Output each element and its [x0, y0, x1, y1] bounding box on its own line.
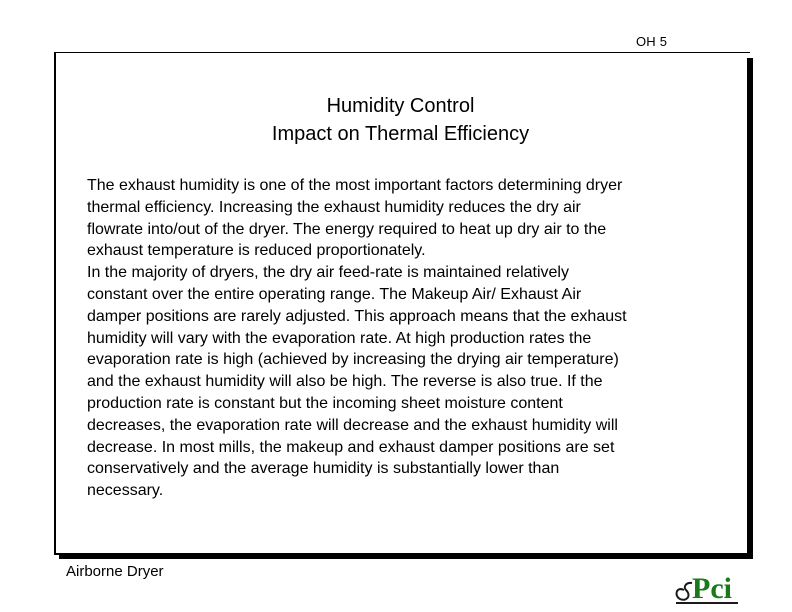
- title-line-1: Humidity Control: [326, 95, 475, 117]
- body-line: conservatively and the average humidity is substantially lower than: [87, 460, 560, 478]
- logo-swoosh: [677, 583, 692, 600]
- logo-text: Pci: [692, 572, 732, 605]
- body-line: and the exhaust humidity will also be high. The reverse is also true. If the: [87, 373, 603, 391]
- body-line: necessary.: [87, 482, 164, 500]
- footer-label: Airborne Dryer: [66, 563, 164, 580]
- body-line: constant over the entire operating range. The Makeup Air/ Exhaust Air: [87, 285, 582, 303]
- title-line-2: Impact on Thermal Efficiency: [271, 123, 530, 145]
- frame-shadow-bottom: [59, 554, 753, 559]
- body-paragraphs: [87, 175, 712, 502]
- page-label: OH 5: [636, 34, 668, 49]
- body-line: humidity will vary with the evaporation rate. At high production rates the: [87, 329, 592, 347]
- body-line: decreases, the evaporation rate will decrease and the exhaust humidity will: [87, 416, 618, 434]
- slide-title: [54, 92, 747, 148]
- body-line: damper positions are rarely adjusted. This approach means that the exhaust: [87, 307, 627, 325]
- body-line: The exhaust humidity is one of the most important factors determining dryer: [87, 177, 623, 194]
- body-line: production rate is constant but the incoming sheet moisture content: [87, 394, 563, 412]
- pci-logo: [672, 562, 742, 606]
- body-line: evaporation rate is high (achieved by increasing the drying air temperature): [87, 351, 619, 369]
- body-line: decrease. In most mills, the makeup and exhaust damper positions are set: [87, 438, 615, 456]
- frame-shadow-right: [747, 58, 753, 558]
- body-line: In the majority of dryers, the dry air feed-rate is maintained relatively: [87, 264, 569, 282]
- body-line: thermal efficiency. Increasing the exhaust humidity reduces the dry air: [87, 198, 581, 216]
- body-line: exhaust temperature is reduced proportionately.: [87, 242, 426, 260]
- body-line: flowrate into/out of the dryer. The energy required to heat up dry air to the: [87, 220, 607, 238]
